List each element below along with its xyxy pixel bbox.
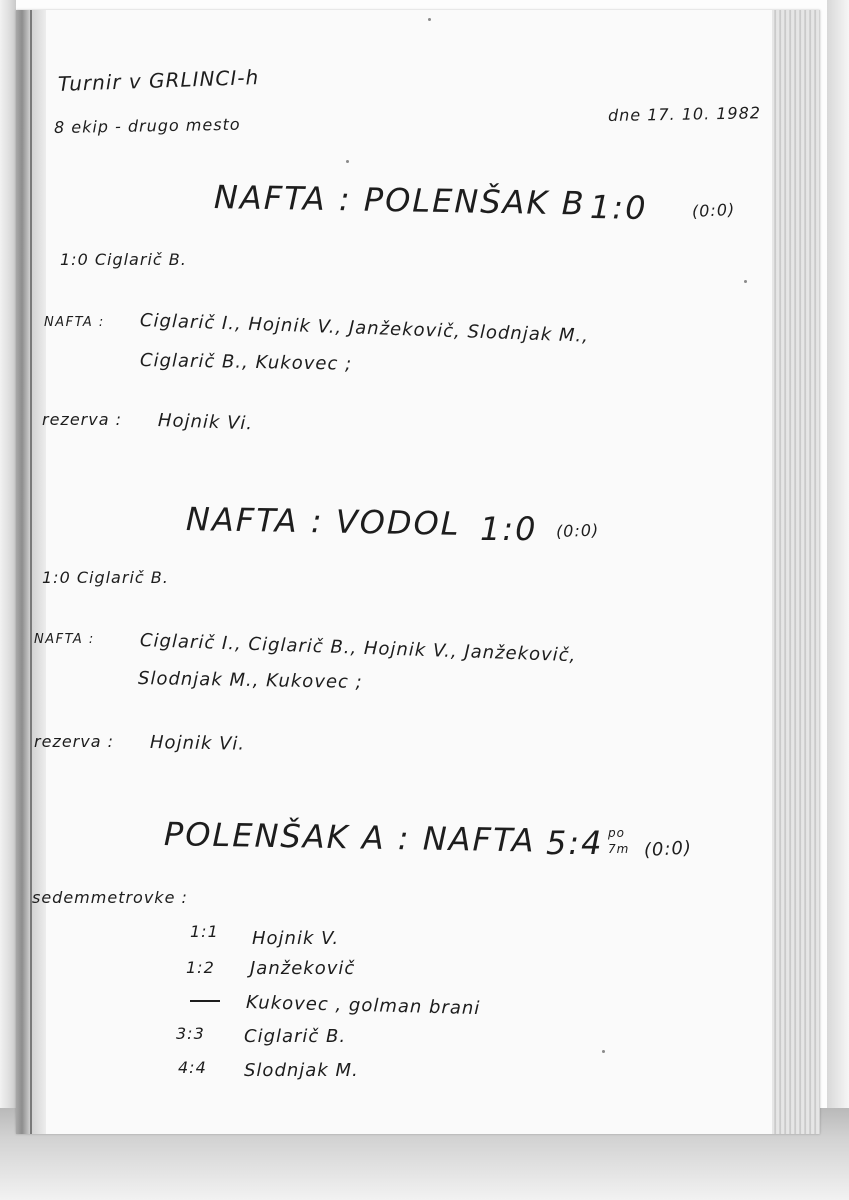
match-1-lineup-line1: Ciglarič I., Hojnik V., Janžekovič, Slodnjak M., <box>139 310 590 347</box>
penalty-5-player: Slodnjak M. <box>244 1060 359 1081</box>
scan-speck <box>602 1050 605 1053</box>
match-2-reserve: Hojnik Vi. <box>149 732 246 755</box>
penalty-5-score: 4:4 <box>178 1058 207 1077</box>
match-3-halftime: (0:0) <box>643 837 693 861</box>
match-2-title: NAFTA : VODOL <box>185 500 461 543</box>
match-3-title: POLENŠAK A : NAFTA <box>163 815 536 860</box>
match-3-score-note-bottom: 7m <box>608 842 630 856</box>
spine-line <box>30 10 32 1134</box>
penalty-2-score: 1:2 <box>186 958 215 977</box>
penalty-1-score: 1:1 <box>190 922 219 941</box>
tournament-title: Turnir v GRLINCI-h <box>57 64 260 96</box>
notebook-page <box>16 10 820 1134</box>
penalty-1-player: Hojnik V. <box>252 928 340 949</box>
scan-speck <box>428 18 431 21</box>
match-2-score: 1:0 <box>480 510 538 548</box>
match-1-reserve-label: rezerva : <box>42 410 122 429</box>
missed-penalty-dash-icon <box>190 1000 220 1002</box>
match-3-score: 5:4 <box>546 824 604 862</box>
match-2-halftime: (0:0) <box>555 520 600 541</box>
scan-speck <box>744 280 747 283</box>
match-2-lineup-line1: Ciglarič I., Ciglarič B., Hojnik V., Janžekovič, <box>139 630 577 667</box>
penalty-2-player: Janžekovič <box>250 958 356 979</box>
scan-speck <box>346 160 349 163</box>
match-3-score-note-top: po <box>608 826 625 840</box>
page-stack-edges <box>772 10 820 1134</box>
match-2-lineup-line2: Slodnjak M., Kukovec ; <box>137 668 363 693</box>
match-1-score: 1:0 <box>589 188 648 228</box>
tournament-subtitle: 8 ekip - drugo mesto <box>53 114 241 137</box>
match-1-lineup-line2: Ciglarič B., Kukovec ; <box>139 350 353 375</box>
match-1-goal: 1:0 Ciglarič B. <box>60 250 187 269</box>
scanner-edge-right <box>827 0 849 1200</box>
scanner-edge-left <box>0 0 16 1200</box>
penalties-label: sedemmetrovke : <box>32 888 188 907</box>
match-1-team-label: NAFTA : <box>44 315 105 330</box>
match-1-title: NAFTA : POLENŠAK B <box>213 178 586 223</box>
match-1-halftime: (0:0) <box>691 199 736 221</box>
match-2-team-label: NAFTA : <box>34 632 95 647</box>
date-text: dne 17. 10. 1982 <box>607 103 762 125</box>
match-1-reserve: Hojnik Vi. <box>157 410 254 435</box>
penalty-4-player: Ciglarič B. <box>244 1026 347 1047</box>
match-2-reserve-label: rezerva : <box>34 732 114 751</box>
match-2-goal: 1:0 Ciglarič B. <box>42 568 169 587</box>
penalty-4-score: 3:3 <box>176 1024 205 1043</box>
penalty-3-player: Kukovec , golman brani <box>245 992 481 1020</box>
